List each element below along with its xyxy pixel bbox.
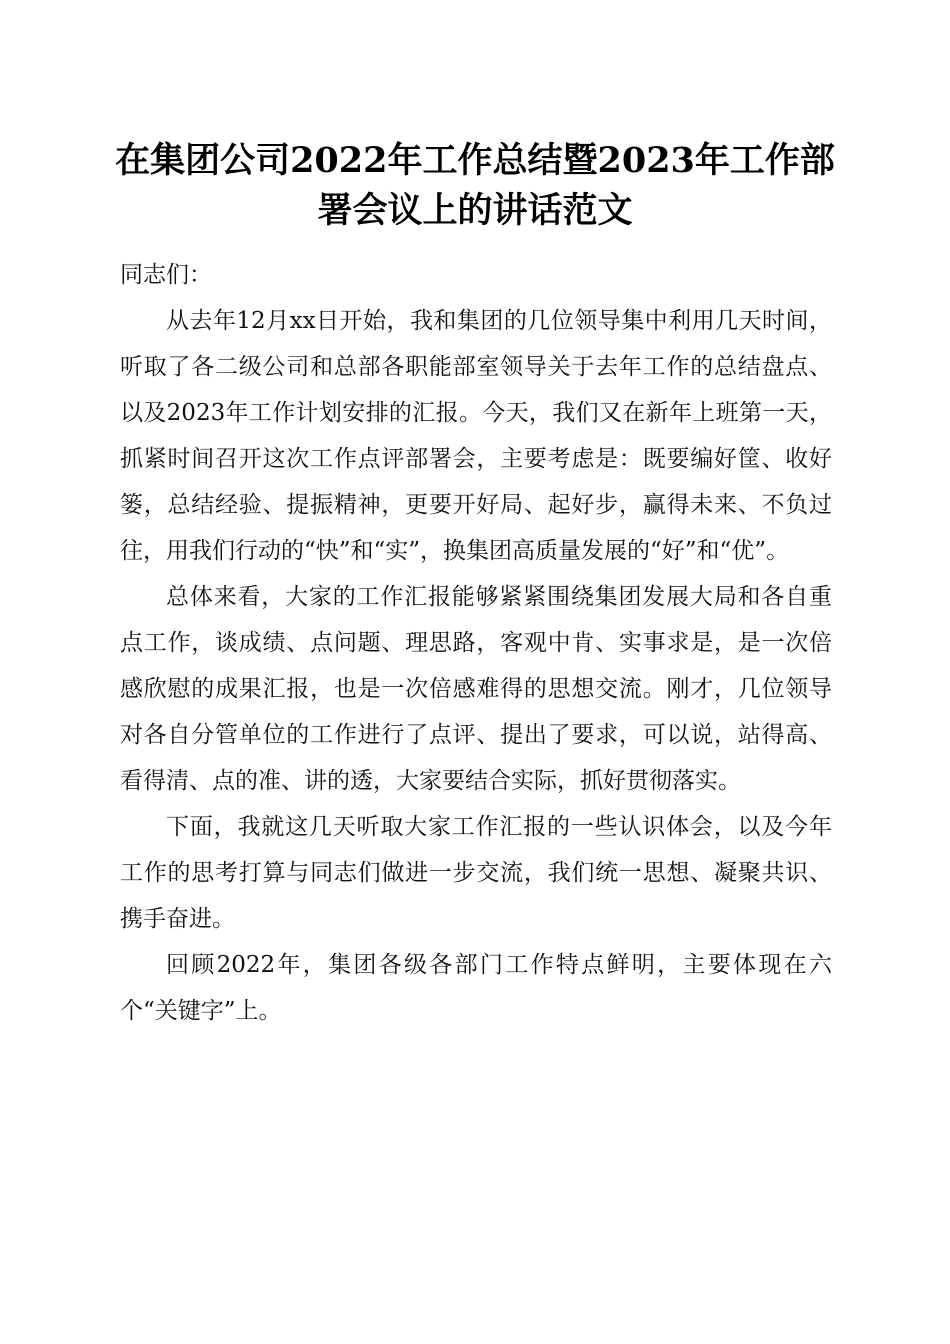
- title-line-2: 署会议上的讲话范文: [317, 190, 633, 231]
- paragraph-4: 回顾2022年，集团各级各部门工作特点鲜明，主要体现在六个“关键字”上。: [120, 952, 832, 1024]
- paragraph-3: 下面，我就这几天听取大家工作汇报的一些认识体会，以及今年工作的思考打算与同志们做进一步交流，我们统一思想、凝聚共识、携手奋进。: [120, 814, 832, 932]
- title-line-1: 在集团公司2022年工作总结暨2023年工作部: [115, 140, 835, 181]
- document-title: [100, 136, 850, 236]
- document-body: [120, 252, 832, 1034]
- salutation: 同志们：: [120, 262, 212, 288]
- paragraph-2: 总体来看，大家的工作汇报能够紧紧围绕集团发展大局和各自重点工作，谈成绩、点问题、理思路，客观中肯、实事求是，是一次倍感欣慰的成果汇报，也是一次倍感难得的思想交流。刚才，几位领导对各自分管单位的工作进行了点评、提出了要求，可以说，站得高、看得清、点的准、讲的透，大家要结合实际，抓好贯彻落实。: [120, 584, 832, 794]
- paragraph-1: 从去年12月xx日开始，我和集团的几位领导集中利用几天时间，听取了各二级公司和总部各职能部室领导关于去年工作的总结盘点、以及2023年工作计划安排的汇报。今天，我们又在新年上班第一天，抓紧时间召开这次工作点评部署会，主要考虑是：既要编好筐、收好篓，总结经验、提振精神，更要开好局、起好步，赢得未来、不负过往，用我们行动的“快”和“实”，换集团高质量发展的“好”和“优”。: [120, 308, 832, 564]
